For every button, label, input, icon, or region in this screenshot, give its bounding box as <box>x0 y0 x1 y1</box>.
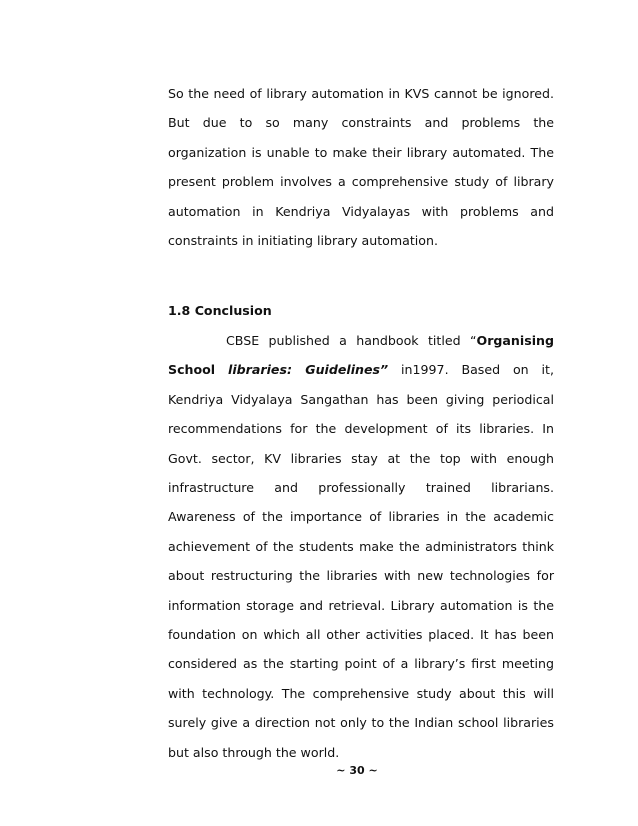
intro-paragraph: So the need of library automation in KVS cannot be ignored. But due to so many constraints and problems the organization is unable to make their library automated. The present problem involves a comprehensive study of library automation in Kendriya Vidyalayas with problems and constraints in initiating library automation. <box>168 86 554 249</box>
conclusion-paragraph <box>168 326 554 767</box>
section-heading: 1.8 Conclusion <box>168 303 272 318</box>
handbook-title-bold-italic: libraries: Guidelines” <box>228 362 389 378</box>
page-number: ~ 30 ~ <box>336 764 378 777</box>
handbook-title-bold: Organising School <box>168 333 554 378</box>
conclusion-lead-text: CBSE published a handbook titled “ <box>226 333 477 348</box>
conclusion-body-text: in1997. Based on it, Kendriya Vidyalaya Sangathan has been giving periodical recommendations for the development of its libraries. In Govt. sector, KV libraries stay at the top with enough infrastructure and professionally trained librarians. Awareness of the importance of libraries in the academic achievement of the students make the administrators think about restructuring the libraries with new technologies for information storage and retrieval. Library automation is the foundation on which all other activities placed. It has been considered as the starting point of a library’s first meeting with technology. The comprehensive study about this will surely give a direction not only to the Indian school libraries but also through the world. <box>168 362 554 760</box>
